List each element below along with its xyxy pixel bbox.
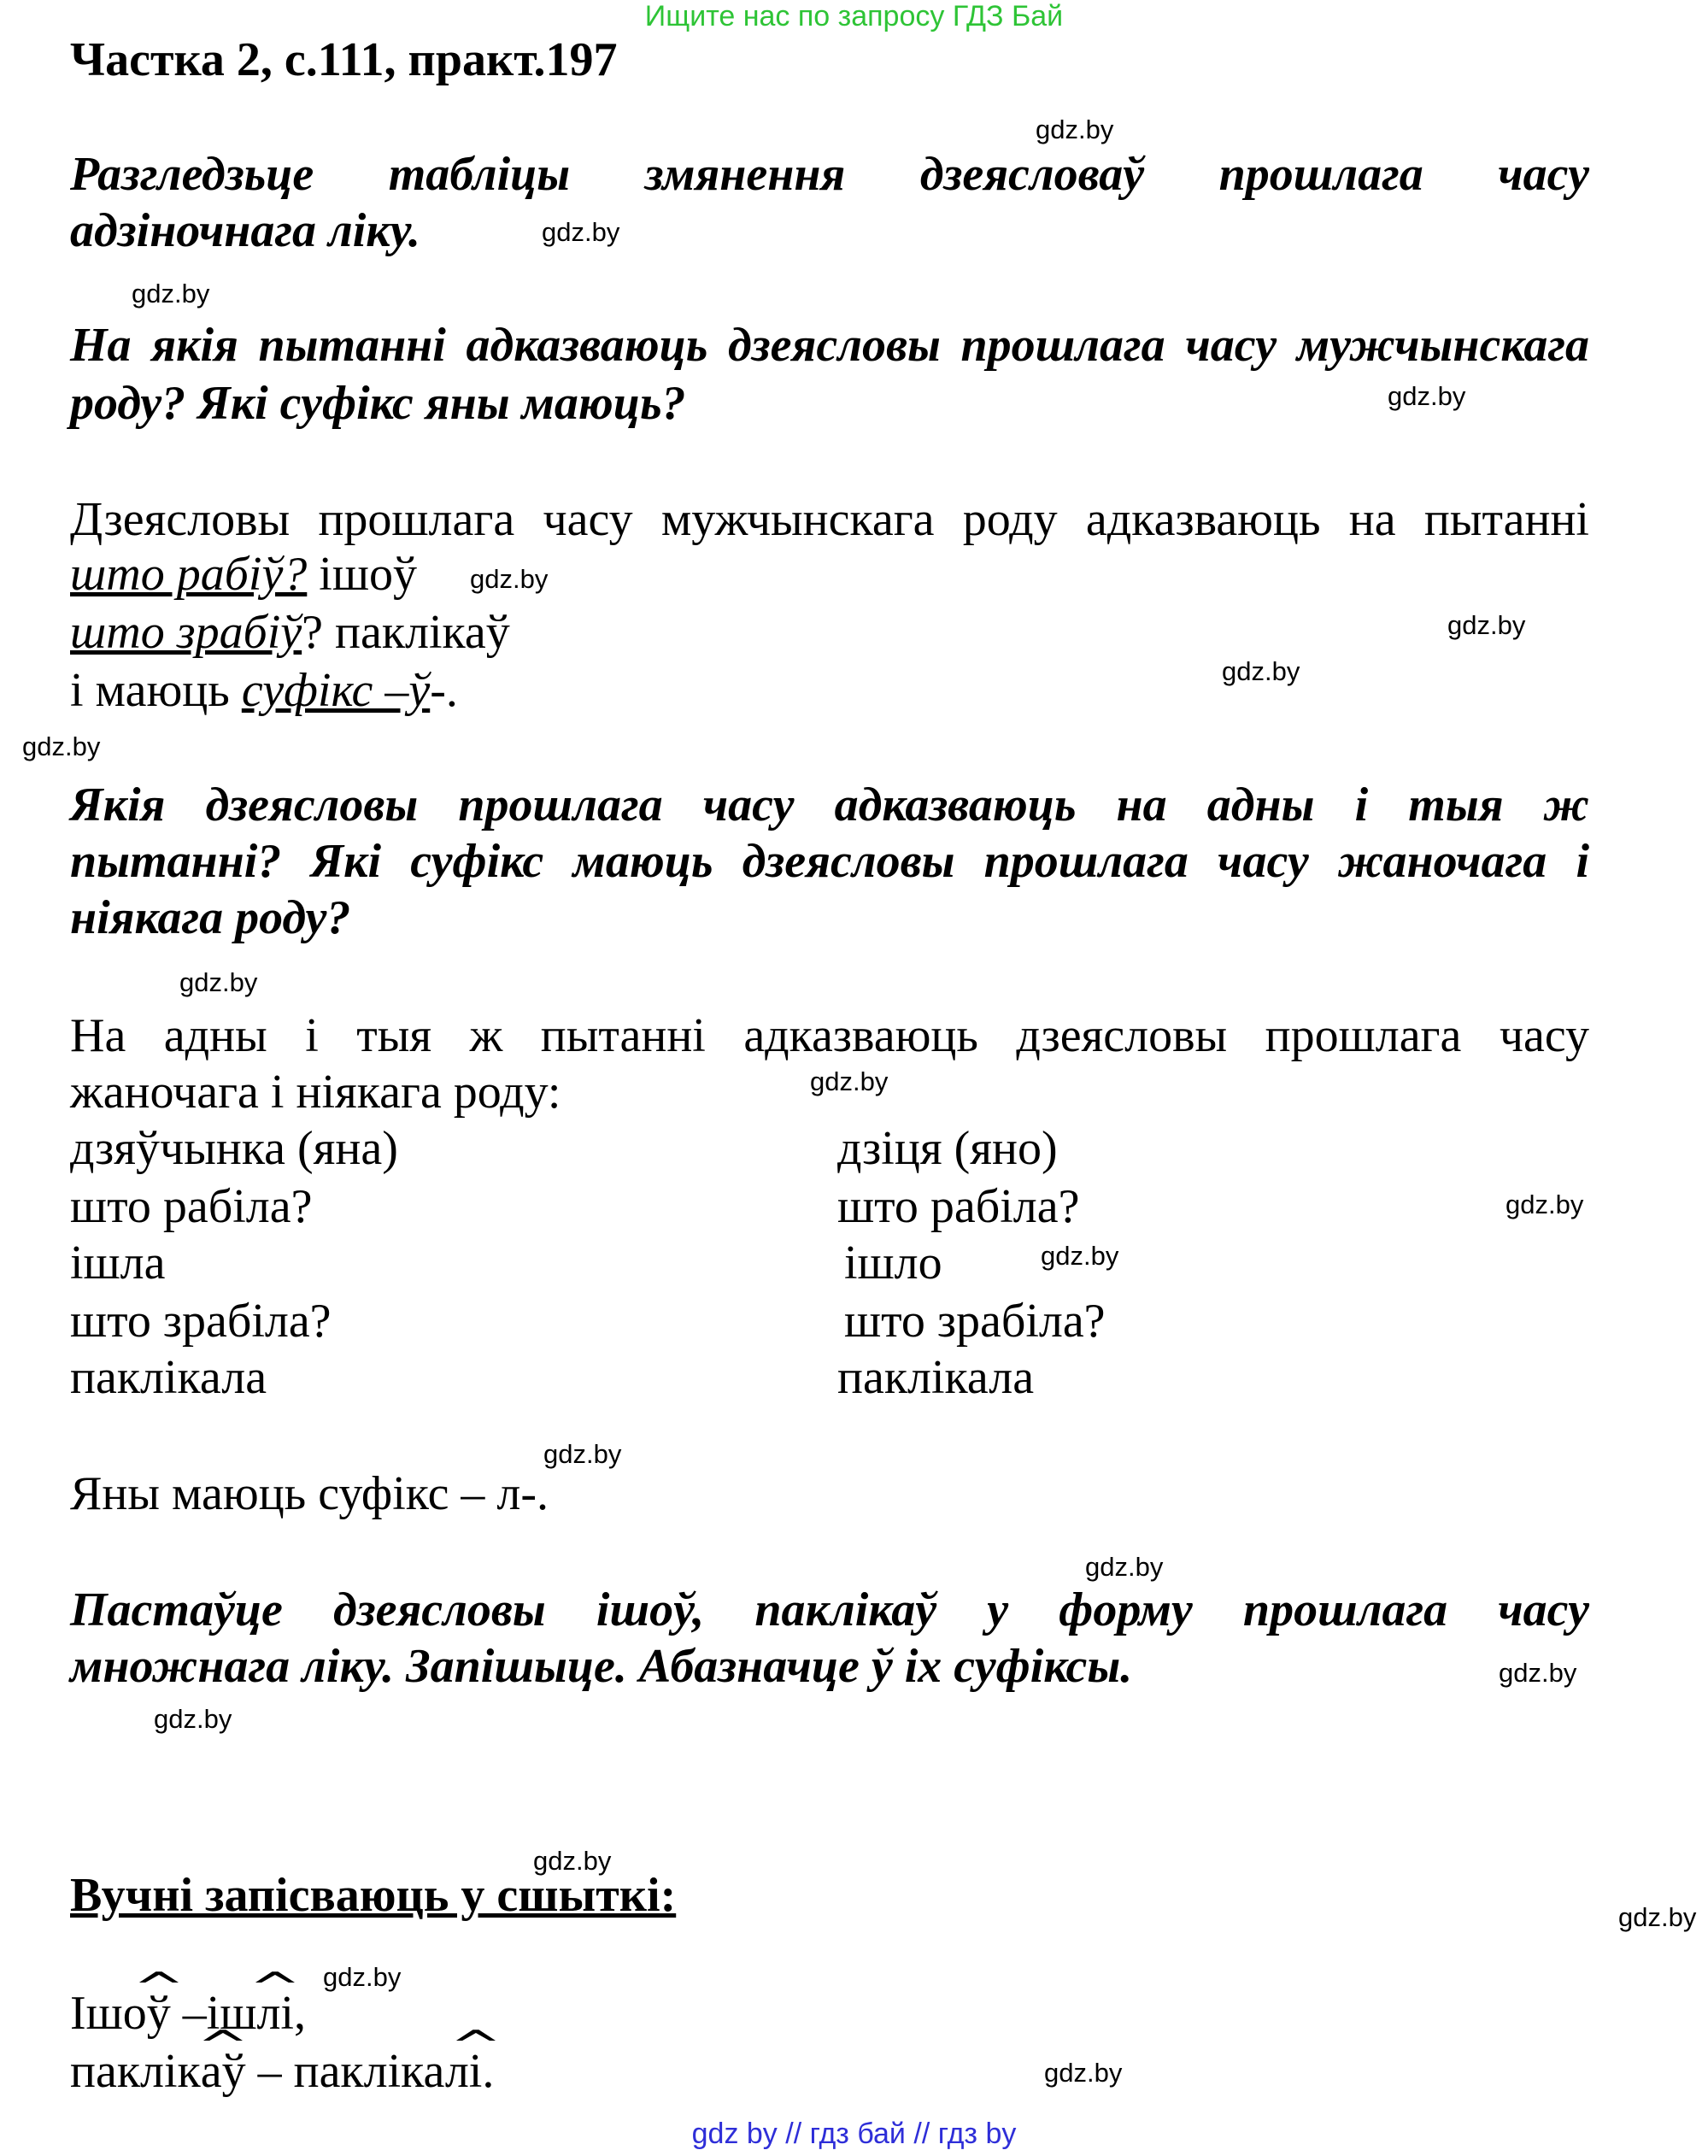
answer2-line1: На адны і тыя ж пытанні адказваюць дзеясловы прошлага часу [70,1009,1589,1062]
verb-ishou: ішоў [307,548,417,601]
watermark: gdz.by [1085,1552,1164,1582]
suffix-mark: ^ лі [256,1986,294,2041]
watermark: gdz.by [1388,381,1466,411]
watermark: gdz.by [1506,1190,1584,1219]
word-part: , [293,1987,306,2040]
task3-line2: пытанні? Які суфікс маюць дзеясловы прошлага часу жаночага і [70,835,1589,888]
watermark: gdz.by [1036,115,1114,144]
suffix-mark: ^ і [469,2044,483,2099]
left-col-item: што рабіла? [70,1180,313,1233]
watermark: gdz.by [1222,656,1300,686]
watermark: gdz.by [179,967,258,997]
task4-line2: множнага ліку. Запішыце. Абазначце ў іх суфіксы. [70,1640,1133,1693]
task2-line2: роду? Які суфікс яны маюць? [70,377,686,430]
word-part: паклік [70,2045,201,2098]
watermark: gdz.by [1499,1658,1577,1688]
left-col-item: паклікала [70,1351,267,1404]
task1-line2: адзіночнага ліку. [70,204,420,257]
answer1-pre: і маюць [70,664,242,717]
left-col-item: ішла [70,1237,166,1289]
watermark: gdz.by [154,1704,232,1734]
answer1-line1: Дзеясловы прошлага часу мужчынскага роду адказваюць на пытанні [70,493,1589,546]
watermark: gdz.by [542,217,620,247]
left-col-item: дзяўчынка (яна) [70,1122,398,1175]
watermark: gdz.by [22,731,101,761]
notebook-row1 [70,1986,306,2041]
answer2-line2: жаночага і ніякага роду: [70,1066,561,1119]
watermark: gdz.by [533,1846,612,1876]
watermark: gdz.by [323,1962,402,1992]
notebook-heading: Вучні запісваюць у сшыткі: [70,1869,677,1922]
answer1-row4 [70,663,458,718]
watermark: gdz.by [543,1439,622,1469]
page-title: Частка 2, с.111, практ.197 [70,33,618,86]
answer1-post: -. [430,664,458,717]
watermark: gdz.by [1044,2058,1123,2088]
watermark: gdz.by [132,279,210,308]
answer1-row2 [70,547,417,602]
verb-paklikau: ? паклікаў [302,606,510,659]
suffix-mark: ^ аў [201,2044,246,2099]
word-part: . [482,2045,495,2098]
word-part: Ішо [70,1987,147,2040]
right-col-item: паклікала [837,1351,1035,1404]
watermark: gdz.by [1447,610,1526,640]
notebook-row2 [70,2044,494,2099]
right-col-item: дзіця (яно) [837,1122,1058,1175]
suffix-mark: ^ ў [147,1986,171,2041]
right-col-item: што зрабіла? [844,1295,1106,1348]
question-what-done: што зрабіў [70,606,302,659]
right-col-item: што рабіла? [837,1180,1080,1233]
question-what-did: што рабіў? [70,548,308,601]
watermark: gdz.by [1041,1241,1119,1271]
task4-line1: Пастаўце дзеясловы ішоў, паклікаў у форму прошлага часу [70,1583,1589,1636]
suffix-u: суфікс –ў [241,664,431,717]
task2-line1: На якія пытанні адказваюць дзеясловы прошлага часу мужчынскага [70,319,1589,372]
word-part: –іш [170,1987,257,2040]
watermark: gdz.by [1618,1902,1697,1932]
watermark: gdz.by [470,564,549,594]
task1-line1: Разгледзьце табліцы змянення дзеясловаў прошлага часу [70,148,1589,201]
left-col-item: што зрабіла? [70,1295,332,1348]
word-part: – паклікал [245,2045,469,2098]
right-col-item: ішло [844,1237,942,1289]
answer1-row3 [70,605,510,660]
answer2-suffix-line: Яны маюць суфікс – л-. [70,1467,549,1520]
task3-line1: Якія дзеясловы прошлага часу адказваюць на адны і тыя ж [70,778,1589,831]
site-banner[interactable]: Ищите нас по запросу ГДЗ Бай [644,0,1064,32]
watermark: gdz.by [810,1066,889,1096]
task3-line3: ніякага роду? [70,891,351,944]
footer-links[interactable]: gdz by // гдз бай // гдз by [691,2118,1017,2150]
